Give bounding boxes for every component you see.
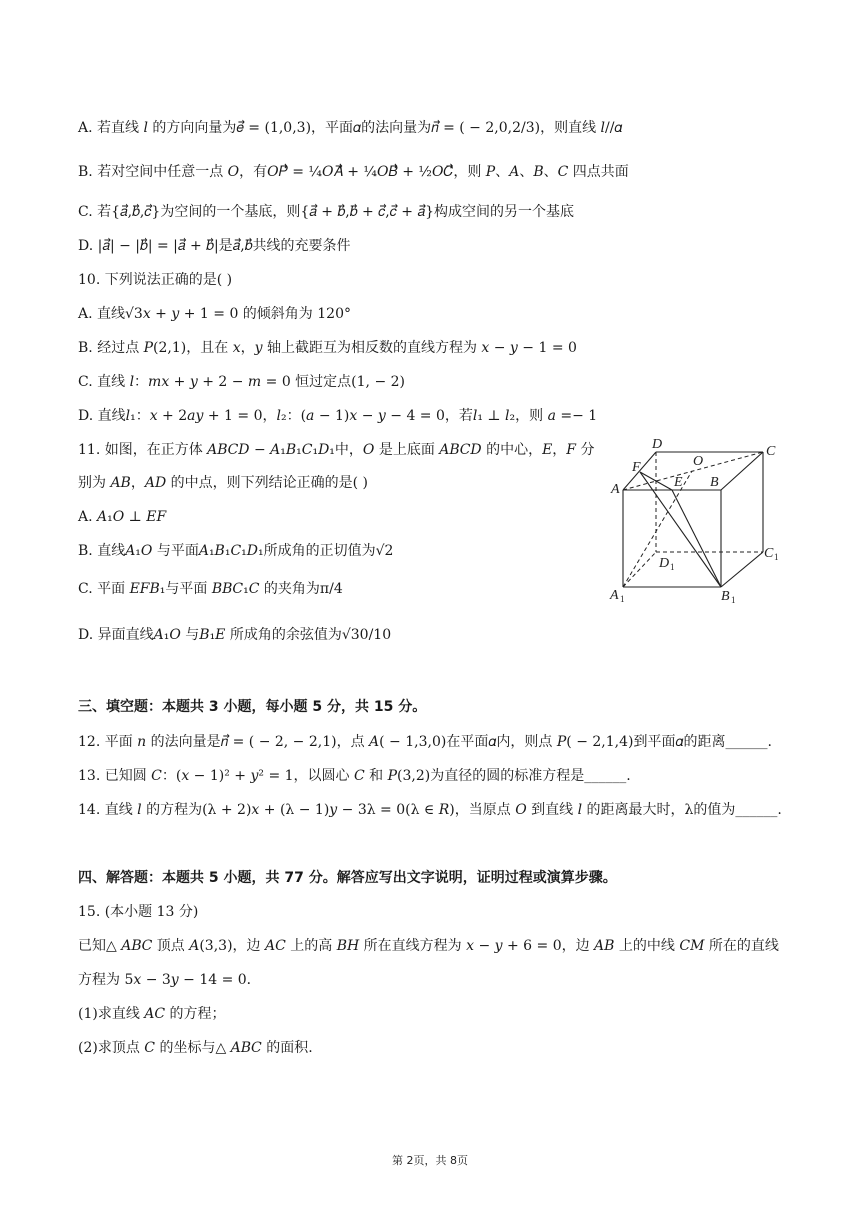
label-C1-sub: 1 bbox=[774, 552, 779, 562]
label-D1: D bbox=[659, 556, 670, 571]
question-14: 14. 直线 𝑙 的方程为(λ + 2)𝑥 + (λ − 1)𝑦 − 3λ = 0(λ ∈ 𝑅)，当原点 𝑂 到直线 𝑙 的距离最大时，λ的值为______. bbox=[78, 802, 782, 818]
label-B1: B bbox=[721, 589, 730, 604]
label-A: A bbox=[611, 482, 620, 497]
question-15-title: 15. (本小题 13 分) bbox=[78, 904, 199, 920]
option-11b: B. 直线𝐴₁𝑂 与平面𝐴₁𝐵₁𝐶₁𝐷₁所成角的正切值为√2 bbox=[78, 543, 394, 559]
option-9a: A. 若直线 𝑙 的方向向量为𝑒⃗ = (1,0,3)，平面𝛼的法向量为𝑛⃗ = ( − 2,0,2/3)，则直线 𝑙//𝛼 bbox=[78, 120, 623, 136]
option-11d: D. 异面直线𝐴₁𝑂 与𝐵₁𝐸 所成角的余弦值为√30/10 bbox=[78, 627, 392, 643]
cube-figure bbox=[606, 434, 786, 612]
question-15-text: 已知△ 𝐴𝐵𝐶 顶点 𝐴(3,3)，边 𝐴𝐶 上的高 𝐵𝐻 所在直线方程为 𝑥 − 𝑦 + 6 = 0，边 𝐴𝐵 上的中线 𝐶𝑀 所在的直线 bbox=[78, 938, 779, 954]
option-10a: A. 直线√3𝑥 + 𝑦 + 1 = 0 的倾斜角为 120° bbox=[78, 306, 351, 322]
label-C: C bbox=[766, 444, 776, 459]
option-11c: C. 平面 𝐸𝐹𝐵₁与平面 𝐵𝐵𝐶₁𝐶 的夹角为π/4 bbox=[78, 581, 343, 597]
option-9b: B. 若对空间中任意一点 𝑂，有𝑂𝑃⃗⃗⃗⃗ = ¼𝑂𝐴⃗⃗⃗⃗ + ¼𝑂𝐵⃗⃗⃗⃗ + ½𝑂𝐶⃗⃗⃗⃗，则 𝑃、𝐴、𝐵、𝐶 四点共面 bbox=[78, 164, 629, 180]
label-F: F bbox=[632, 460, 641, 475]
question-12: 12. 平面 𝑛 的法向量是𝑛⃗ = ( − 2, − 2,1)，点 𝐴( − 1,3,0)在平面𝛼内，则点 𝑃( − 2,1,4)到平面𝛼的距离______. bbox=[78, 734, 773, 750]
label-C1: C bbox=[764, 546, 774, 561]
label-B: B bbox=[710, 475, 719, 490]
question-11: 11. 如图，在正方体 𝐴𝐵𝐶𝐷 − 𝐴₁𝐵₁𝐶₁𝐷₁中，𝑂 是上底面 𝐴𝐵𝐶𝐷 的中心，𝐸，𝐹 分 bbox=[78, 442, 595, 458]
label-D: D bbox=[652, 437, 663, 452]
question-15-part1: (1)求直线 𝐴𝐶 的方程； bbox=[78, 1006, 226, 1022]
question-10: 10. 下列说法正确的是( ) bbox=[78, 272, 233, 288]
question-13: 13. 已知圆 𝐶：(𝑥 − 1)² + 𝑦² = 1，以圆心 𝐶 和 𝑃(3,2)为直径的圆的标准方程是______. bbox=[78, 768, 631, 784]
label-D1-sub: 1 bbox=[670, 562, 675, 572]
label-A1: A bbox=[610, 588, 619, 603]
section-3-heading: 三、填空题：本题共 3 小题，每小题 5 分，共 15 分。 bbox=[78, 699, 427, 715]
page-footer: 第 2页，共 8页 bbox=[392, 1154, 468, 1167]
section-4-heading: 四、解答题：本题共 5 小题，共 77 分。解答应写出文字说明，证明过程或演算步骤。 bbox=[78, 870, 617, 886]
question-15-text-cont: 方程为 5𝑥 − 3𝑦 − 14 = 0． bbox=[78, 972, 261, 988]
option-9d: D. |𝑎⃗| − |𝑏⃗| = |𝑎⃗ + 𝑏⃗|是𝑎⃗,𝑏⃗共线的充要条件 bbox=[78, 238, 351, 254]
question-11-cont: 别为 𝐴𝐵，𝐴𝐷 的中点，则下列结论正确的是( ) bbox=[78, 475, 369, 491]
question-15-part2: (2)求顶点 𝐶 的坐标与△ 𝐴𝐵𝐶 的面积. bbox=[78, 1040, 313, 1056]
option-11a: A. 𝐴₁𝑂 ⊥ 𝐸𝐹 bbox=[78, 509, 167, 525]
label-E: E bbox=[674, 475, 683, 490]
label-O: O bbox=[693, 454, 704, 469]
label-B1-sub: 1 bbox=[731, 595, 736, 605]
option-10d: D. 直线𝑙₁：𝑥 + 2𝑎𝑦 + 1 = 0，𝑙₂：(𝑎 − 1)𝑥 − 𝑦 − 4 = 0，若𝑙₁ ⊥ 𝑙₂，则 𝑎 =− 1 bbox=[78, 408, 598, 424]
label-A1-sub: 1 bbox=[620, 594, 625, 604]
option-10c: C. 直线 𝑙：𝑚𝑥 + 𝑦 + 2 − 𝑚 = 0 恒过定点(1, − 2) bbox=[78, 374, 406, 390]
option-9c: C. 若{𝑎⃗,𝑏⃗,𝑐⃗}为空间的一个基底，则{𝑎⃗ + 𝑏⃗,𝑏⃗ + 𝑐⃗,𝑐⃗ + 𝑎⃗}构成空间的另一个基底 bbox=[78, 204, 574, 220]
option-10b: B. 经过点 𝑃(2,1)，且在 𝑥，𝑦 轴上截距互为相反数的直线方程为 𝑥 − 𝑦 − 1 = 0 bbox=[78, 340, 577, 356]
